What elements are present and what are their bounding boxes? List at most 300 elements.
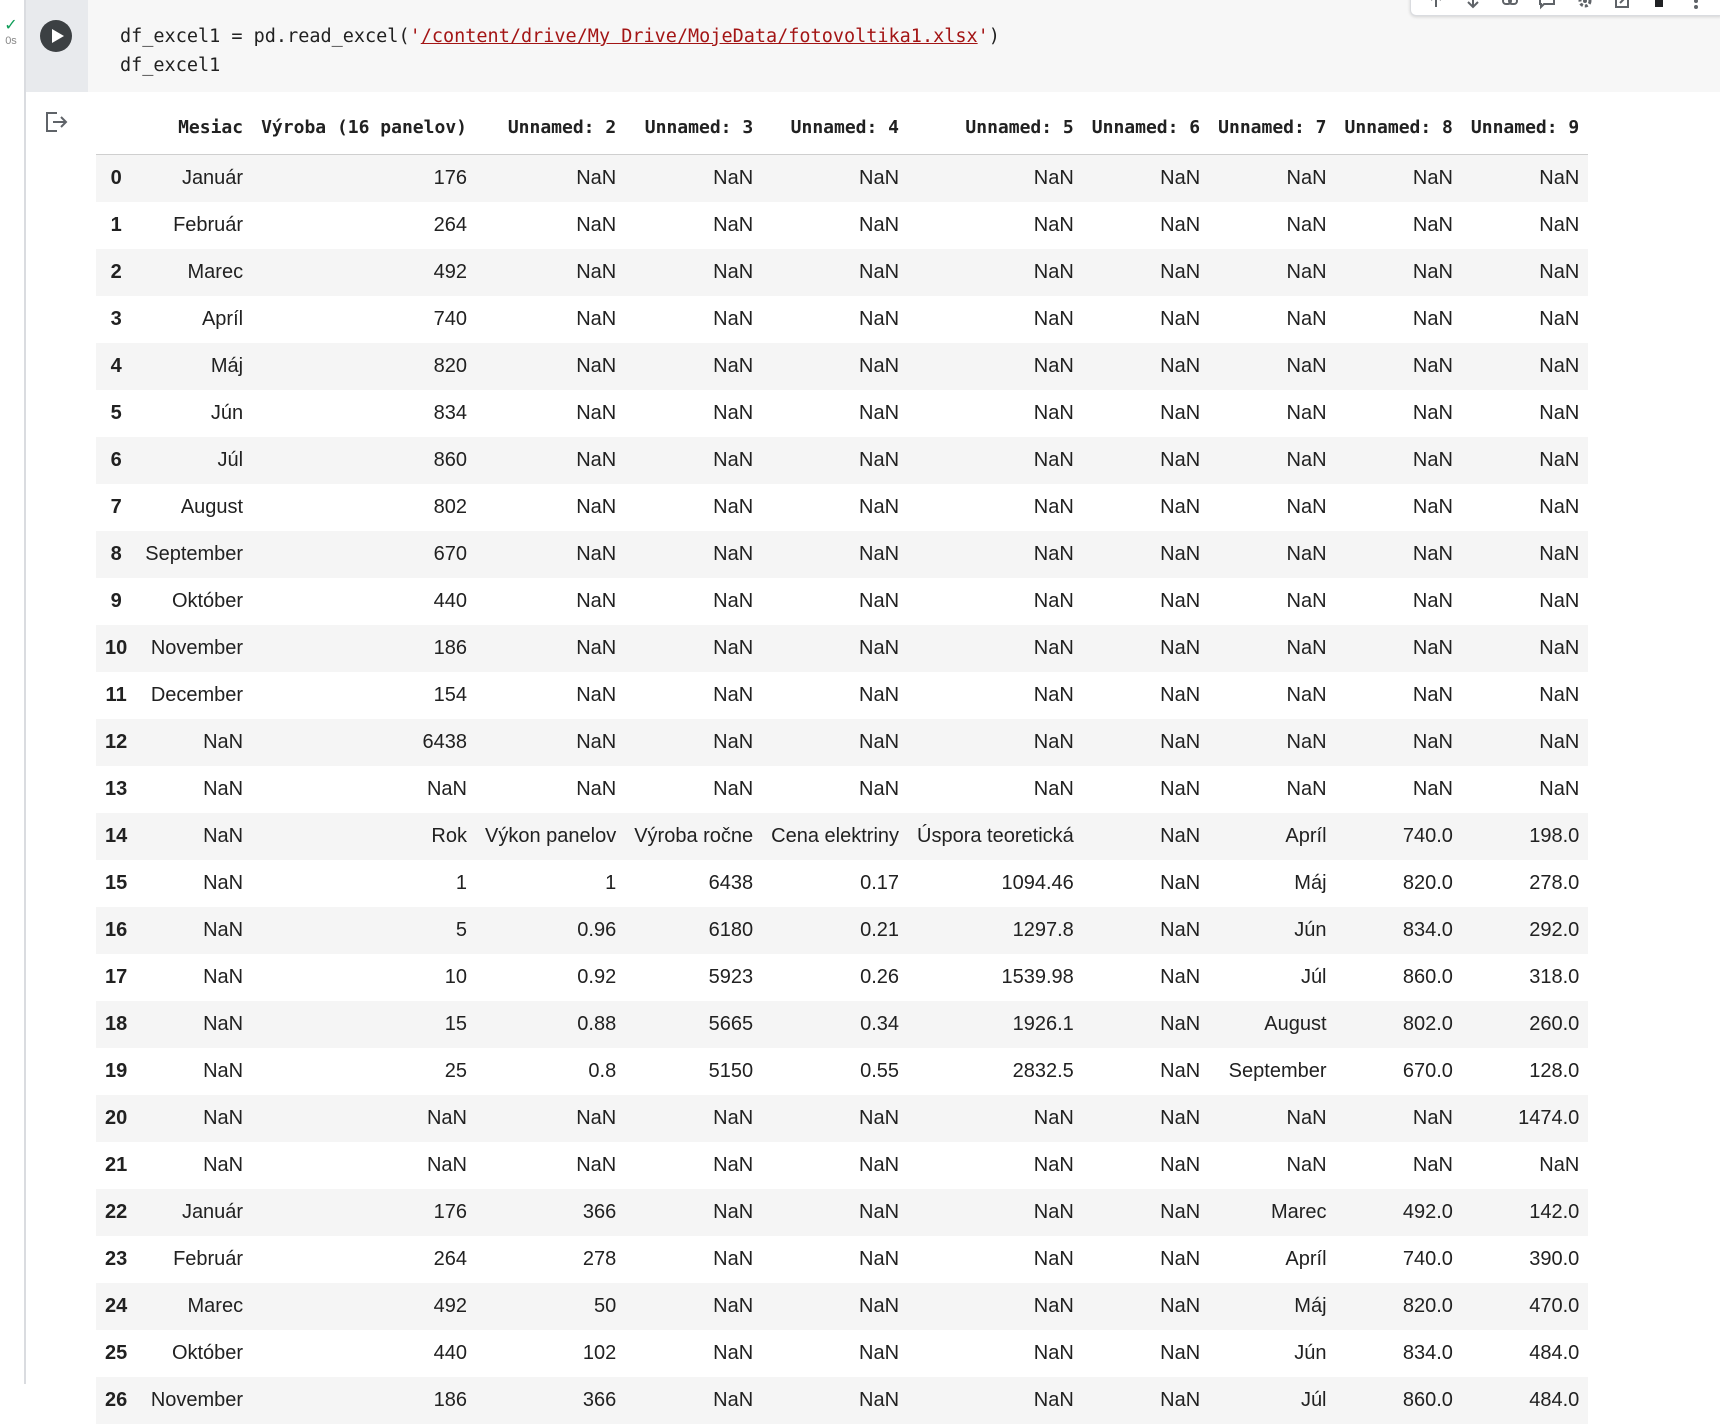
table-cell: NaN [1083, 202, 1209, 249]
table-cell: 492.0 [1336, 1189, 1462, 1236]
table-cell: Marec [136, 249, 252, 296]
table-cell: 0.26 [762, 954, 908, 1001]
table-cell: 0.17 [762, 860, 908, 907]
table-cell: NaN [1083, 578, 1209, 625]
table-cell: NaN [136, 766, 252, 813]
execution-time: 0s [0, 35, 22, 47]
column-header: Unnamed: 5 [908, 100, 1083, 155]
table-cell: NaN [1336, 766, 1462, 813]
row-index: 15 [96, 860, 136, 907]
code-quote-close: ' [978, 26, 989, 47]
table-cell: NaN [1336, 625, 1462, 672]
table-cell: 186 [252, 625, 476, 672]
table-cell: Apríl [136, 296, 252, 343]
table-cell: NaN [1336, 343, 1462, 390]
table-cell: Máj [1209, 860, 1335, 907]
table-cell: NaN [908, 343, 1083, 390]
table-cell: NaN [1462, 390, 1588, 437]
column-header: Unnamed: 2 [476, 100, 625, 155]
table-cell: NaN [476, 155, 625, 203]
table-cell: 128.0 [1462, 1048, 1588, 1095]
table-cell: NaN [1209, 578, 1335, 625]
table-cell: NaN [1336, 390, 1462, 437]
table-cell: 198.0 [1462, 813, 1588, 860]
table-cell: NaN [908, 1283, 1083, 1330]
row-index: 4 [96, 343, 136, 390]
table-cell: NaN [625, 672, 762, 719]
table-cell: NaN [762, 719, 908, 766]
table-cell: 860.0 [1336, 954, 1462, 1001]
table-cell: NaN [476, 437, 625, 484]
row-index: 8 [96, 531, 136, 578]
table-cell: 860.0 [1336, 1377, 1462, 1424]
table-cell: NaN [1336, 296, 1462, 343]
table-cell: NaN [762, 437, 908, 484]
table-cell: NaN [1462, 719, 1588, 766]
table-cell: NaN [1462, 484, 1588, 531]
table-row [96, 1142, 1588, 1189]
table-cell: Marec [136, 1283, 252, 1330]
table-cell: NaN [625, 484, 762, 531]
row-index: 6 [96, 437, 136, 484]
table-row [96, 249, 1588, 296]
table-cell: NaN [762, 1095, 908, 1142]
table-cell: 492 [252, 1283, 476, 1330]
table-cell: NaN [1083, 1142, 1209, 1189]
execution-status [0, 18, 22, 47]
table-cell: NaN [1209, 390, 1335, 437]
table-cell: NaN [476, 343, 625, 390]
table-cell: NaN [908, 1330, 1083, 1377]
table-cell: 440 [252, 578, 476, 625]
table-cell: August [1209, 1001, 1335, 1048]
table-cell: NaN [625, 390, 762, 437]
table-cell: NaN [908, 578, 1083, 625]
code-editor[interactable] [88, 0, 1043, 92]
table-cell: NaN [762, 202, 908, 249]
row-index: 2 [96, 249, 136, 296]
table-cell: 0.55 [762, 1048, 908, 1095]
table-cell: NaN [136, 1001, 252, 1048]
table-cell: NaN [1083, 1377, 1209, 1424]
table-cell: NaN [1336, 578, 1462, 625]
table-cell: Výkon panelov [476, 813, 625, 860]
table-cell: NaN [762, 1377, 908, 1424]
column-header: Výroba (16 panelov) [252, 100, 476, 155]
table-cell: NaN [908, 296, 1083, 343]
table-cell: NaN [1336, 484, 1462, 531]
row-index: 5 [96, 390, 136, 437]
table-cell: 366 [476, 1377, 625, 1424]
table-cell: Apríl [1209, 1236, 1335, 1283]
table-cell: NaN [1336, 249, 1462, 296]
table-cell: NaN [252, 766, 476, 813]
table-cell: NaN [762, 1236, 908, 1283]
code-area [26, 0, 1720, 92]
table-cell: 740.0 [1336, 813, 1462, 860]
table-cell: 834 [252, 390, 476, 437]
table-cell: Jún [1209, 1330, 1335, 1377]
column-header: Unnamed: 8 [1336, 100, 1462, 155]
table-cell: NaN [136, 1142, 252, 1189]
table-cell: NaN [762, 249, 908, 296]
table-cell: NaN [1083, 296, 1209, 343]
table-cell: 5665 [625, 1001, 762, 1048]
table-cell: 0.88 [476, 1001, 625, 1048]
table-cell: NaN [1083, 1189, 1209, 1236]
table-cell: November [136, 1377, 252, 1424]
table-cell: NaN [1209, 296, 1335, 343]
table-cell: NaN [1209, 672, 1335, 719]
table-cell: NaN [762, 155, 908, 203]
table-cell: 5923 [625, 954, 762, 1001]
table-cell: Júl [136, 437, 252, 484]
table-cell: NaN [625, 719, 762, 766]
table-cell: 154 [252, 672, 476, 719]
table-cell: NaN [908, 1095, 1083, 1142]
table-cell: 802.0 [1336, 1001, 1462, 1048]
table-cell: 1094.46 [908, 860, 1083, 907]
table-cell: NaN [1083, 1330, 1209, 1377]
code-quote-open: ' [410, 26, 421, 47]
table-cell: NaN [1083, 625, 1209, 672]
row-index: 10 [96, 625, 136, 672]
table-cell: NaN [1083, 249, 1209, 296]
table-cell: NaN [1083, 954, 1209, 1001]
table-cell: NaN [1209, 531, 1335, 578]
table-cell: NaN [1462, 766, 1588, 813]
row-index: 0 [96, 155, 136, 203]
table-cell: 264 [252, 1236, 476, 1283]
table-cell: NaN [1336, 437, 1462, 484]
table-cell: Október [136, 1330, 252, 1377]
table-row [96, 390, 1588, 437]
table-cell: 1926.1 [908, 1001, 1083, 1048]
table-cell: 2832.5 [908, 1048, 1083, 1095]
table-cell: NaN [1083, 343, 1209, 390]
table-cell: NaN [1462, 296, 1588, 343]
arrow-up-icon[interactable] [1425, 0, 1447, 12]
table-cell: 860 [252, 437, 476, 484]
table-cell: NaN [908, 249, 1083, 296]
table-cell: November [136, 625, 252, 672]
table-cell: NaN [908, 437, 1083, 484]
table-cell: Jún [136, 390, 252, 437]
table-cell: 1474.0 [1462, 1095, 1588, 1142]
table-cell: Úspora teoretická [908, 813, 1083, 860]
row-index: 9 [96, 578, 136, 625]
table-row [96, 766, 1588, 813]
table-cell: NaN [1209, 202, 1335, 249]
table-cell: NaN [625, 296, 762, 343]
table-cell: NaN [908, 766, 1083, 813]
table-cell: NaN [1462, 578, 1588, 625]
table-cell: NaN [1083, 860, 1209, 907]
table-cell: NaN [1083, 1048, 1209, 1095]
table-cell: 0.92 [476, 954, 625, 1001]
table-cell: NaN [625, 437, 762, 484]
table-cell: 390.0 [1462, 1236, 1588, 1283]
table-cell: 260.0 [1462, 1001, 1588, 1048]
table-cell: NaN [625, 578, 762, 625]
row-index: 23 [96, 1236, 136, 1283]
table-row [96, 907, 1588, 954]
table-cell: NaN [1209, 437, 1335, 484]
table-cell: NaN [1209, 1095, 1335, 1142]
table-cell: NaN [625, 1189, 762, 1236]
output-actions-icon[interactable] [44, 110, 70, 139]
table-cell: NaN [476, 719, 625, 766]
table-cell: 50 [476, 1283, 625, 1330]
table-row [96, 1048, 1588, 1095]
table-cell: 176 [252, 155, 476, 203]
table-cell: NaN [908, 1189, 1083, 1236]
table-cell: 15 [252, 1001, 476, 1048]
table-cell: 492 [252, 249, 476, 296]
table-cell: 820.0 [1336, 860, 1462, 907]
table-cell: 0.96 [476, 907, 625, 954]
row-index: 22 [96, 1189, 136, 1236]
table-cell: NaN [908, 202, 1083, 249]
table-cell: NaN [1083, 437, 1209, 484]
more-icon[interactable] [1685, 0, 1707, 12]
table-cell: NaN [908, 719, 1083, 766]
table-cell: 6438 [252, 719, 476, 766]
table-cell: NaN [625, 1377, 762, 1424]
mirror-cell-icon[interactable] [1611, 0, 1633, 12]
table-cell: NaN [1336, 531, 1462, 578]
table-row [96, 1236, 1588, 1283]
table-cell: NaN [908, 484, 1083, 531]
table-row [96, 343, 1588, 390]
table-row [96, 578, 1588, 625]
column-header: Unnamed: 4 [762, 100, 908, 155]
table-cell: 0.21 [762, 907, 908, 954]
table-cell: NaN [1209, 719, 1335, 766]
table-cell: NaN [1462, 202, 1588, 249]
table-cell: 1539.98 [908, 954, 1083, 1001]
table-cell: Február [136, 1236, 252, 1283]
table-cell: Júl [1209, 954, 1335, 1001]
table-cell: NaN [136, 1048, 252, 1095]
table-cell: NaN [1083, 531, 1209, 578]
table-row [96, 202, 1588, 249]
table-cell: 186 [252, 1377, 476, 1424]
code-line-1-prefix: df_excel1 = pd.read_excel( [120, 26, 410, 47]
table-cell: 470.0 [1462, 1283, 1588, 1330]
row-index: 20 [96, 1095, 136, 1142]
table-cell: NaN [762, 1283, 908, 1330]
table-cell: NaN [625, 531, 762, 578]
table-cell: 318.0 [1462, 954, 1588, 1001]
table-cell: Január [136, 155, 252, 203]
table-header-row [96, 100, 1588, 155]
table-cell: NaN [625, 625, 762, 672]
row-index: 12 [96, 719, 136, 766]
table-cell: NaN [625, 1095, 762, 1142]
table-row [96, 625, 1588, 672]
row-index: 13 [96, 766, 136, 813]
table-cell: NaN [476, 578, 625, 625]
run-cell-button[interactable] [40, 20, 72, 52]
table-cell: NaN [1209, 155, 1335, 203]
table-cell: NaN [762, 343, 908, 390]
code-cell [24, 0, 1720, 1384]
table-cell: NaN [762, 625, 908, 672]
table-cell: 176 [252, 1189, 476, 1236]
table-cell: NaN [1336, 1095, 1462, 1142]
table-cell: NaN [1462, 625, 1588, 672]
index-header [96, 100, 136, 155]
table-cell: NaN [1083, 719, 1209, 766]
table-cell: Október [136, 578, 252, 625]
link-icon[interactable] [1499, 0, 1521, 12]
table-cell: 834.0 [1336, 1330, 1462, 1377]
table-cell: 1 [476, 860, 625, 907]
table-cell: 0.34 [762, 1001, 908, 1048]
table-cell: 278.0 [1462, 860, 1588, 907]
table-cell: August [136, 484, 252, 531]
table-cell: NaN [908, 531, 1083, 578]
table-cell: NaN [136, 1095, 252, 1142]
table-cell: NaN [136, 860, 252, 907]
table-cell: 1297.8 [908, 907, 1083, 954]
table-cell: 142.0 [1462, 1189, 1588, 1236]
table-cell: 10 [252, 954, 476, 1001]
row-index: 25 [96, 1330, 136, 1377]
table-cell: NaN [1083, 1283, 1209, 1330]
table-row [96, 1283, 1588, 1330]
table-cell: NaN [1336, 1142, 1462, 1189]
table-cell: NaN [1083, 766, 1209, 813]
table-cell: NaN [908, 155, 1083, 203]
table-row [96, 484, 1588, 531]
table-cell: Január [136, 1189, 252, 1236]
comment-icon[interactable] [1536, 0, 1558, 12]
table-cell: 484.0 [1462, 1377, 1588, 1424]
delete-icon[interactable] [1648, 0, 1670, 12]
table-cell: NaN [136, 907, 252, 954]
gear-icon[interactable] [1574, 0, 1596, 12]
table-row [96, 860, 1588, 907]
code-line-2: df_excel1 [120, 55, 220, 76]
table-row [96, 437, 1588, 484]
table-cell: Máj [1209, 1283, 1335, 1330]
table-cell: NaN [762, 1330, 908, 1377]
row-index: 17 [96, 954, 136, 1001]
table-cell: Marec [1209, 1189, 1335, 1236]
table-cell: 670.0 [1336, 1048, 1462, 1095]
row-index: 26 [96, 1377, 136, 1424]
table-cell: NaN [625, 249, 762, 296]
table-cell: 366 [476, 1189, 625, 1236]
table-row [96, 954, 1588, 1001]
arrow-down-icon[interactable] [1462, 0, 1484, 12]
table-cell: 802 [252, 484, 476, 531]
table-cell: 292.0 [1462, 907, 1588, 954]
column-header: Mesiac [136, 100, 252, 155]
table-cell: 670 [252, 531, 476, 578]
table-cell: NaN [762, 1142, 908, 1189]
table-cell: NaN [1209, 625, 1335, 672]
table-cell: NaN [252, 1095, 476, 1142]
table-row [96, 1001, 1588, 1048]
code-text [120, 22, 1000, 80]
table-cell: NaN [1083, 1001, 1209, 1048]
table-cell: 0.8 [476, 1048, 625, 1095]
row-index: 24 [96, 1283, 136, 1330]
table-cell: NaN [252, 1142, 476, 1189]
table-cell: 5150 [625, 1048, 762, 1095]
table-cell: NaN [476, 390, 625, 437]
table-cell: NaN [476, 296, 625, 343]
table-cell: NaN [1209, 484, 1335, 531]
table-cell: NaN [625, 202, 762, 249]
table-cell: Výroba ročne [625, 813, 762, 860]
table-cell: 484.0 [1462, 1330, 1588, 1377]
table-cell: 834.0 [1336, 907, 1462, 954]
table-cell: Február [136, 202, 252, 249]
table-cell: NaN [762, 531, 908, 578]
column-header: Unnamed: 3 [625, 100, 762, 155]
checkmark-icon: ✓ [0, 18, 22, 34]
table-cell: NaN [1083, 390, 1209, 437]
table-cell: 1 [252, 860, 476, 907]
code-line-1-suffix: ) [989, 26, 1000, 47]
table-cell: NaN [1336, 155, 1462, 203]
row-index: 16 [96, 907, 136, 954]
table-cell: NaN [908, 625, 1083, 672]
cell-toolbar [1410, 0, 1720, 16]
table-cell: NaN [762, 766, 908, 813]
table-cell: NaN [136, 719, 252, 766]
table-cell: NaN [762, 1189, 908, 1236]
row-index: 11 [96, 672, 136, 719]
table-cell: NaN [476, 249, 625, 296]
row-index: 1 [96, 202, 136, 249]
run-gutter [26, 0, 88, 92]
table-cell: NaN [476, 484, 625, 531]
table-cell: NaN [625, 1142, 762, 1189]
table-cell: NaN [1462, 155, 1588, 203]
table-cell: Cena elektriny [762, 813, 908, 860]
row-index: 7 [96, 484, 136, 531]
table-cell: NaN [625, 766, 762, 813]
table-cell: September [136, 531, 252, 578]
table-cell: NaN [476, 531, 625, 578]
table-body [96, 155, 1588, 1424]
table-cell: NaN [1462, 437, 1588, 484]
dataframe-table [96, 100, 1588, 1424]
table-cell: NaN [1209, 343, 1335, 390]
row-index: 19 [96, 1048, 136, 1095]
table-cell: NaN [1336, 672, 1462, 719]
code-file-path: /content/drive/My Drive/MojeData/fotovoltika1.xlsx [421, 26, 978, 47]
table-cell: NaN [1462, 343, 1588, 390]
table-row [96, 1377, 1588, 1424]
table-row [96, 155, 1588, 203]
table-cell: NaN [1083, 1236, 1209, 1283]
table-cell: NaN [762, 390, 908, 437]
table-cell: 740.0 [1336, 1236, 1462, 1283]
table-cell: NaN [908, 1236, 1083, 1283]
table-cell: NaN [625, 1330, 762, 1377]
table-cell: NaN [1083, 813, 1209, 860]
row-index: 3 [96, 296, 136, 343]
table-cell: NaN [1209, 249, 1335, 296]
row-index: 21 [96, 1142, 136, 1189]
table-cell: 5 [252, 907, 476, 954]
